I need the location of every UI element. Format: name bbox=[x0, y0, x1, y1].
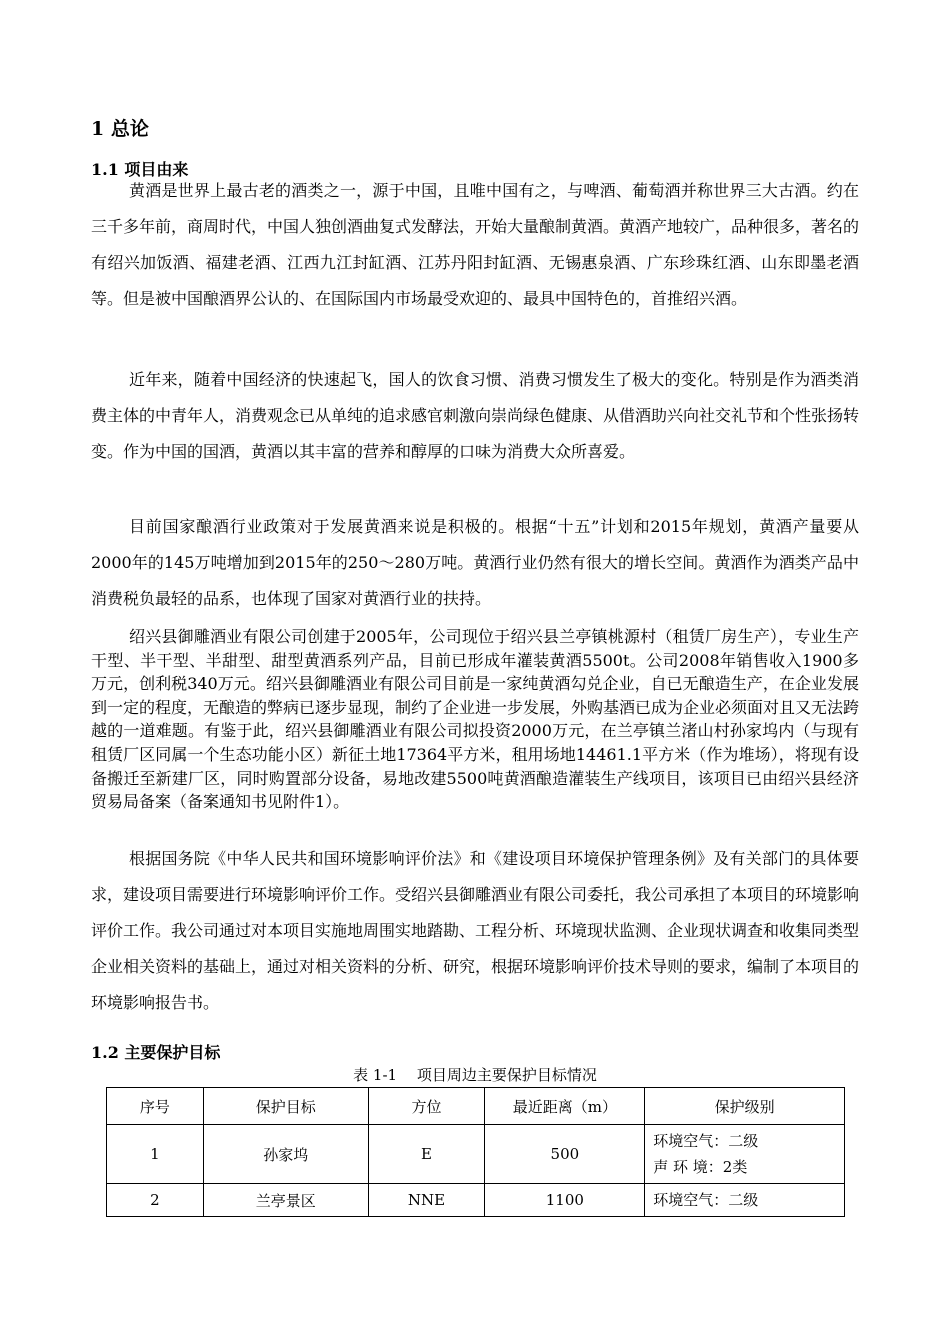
table-caption: 表 1-1 项目周边主要保护目标情况 bbox=[353, 1066, 597, 1084]
header-distance: 最近距离（m） bbox=[485, 1088, 645, 1125]
protection-targets-table bbox=[106, 1087, 845, 1217]
cell-no: 2 bbox=[107, 1184, 204, 1217]
chapter-heading: 1 总论 bbox=[91, 118, 149, 140]
level-noise: 声 环 境：2类 bbox=[653, 1158, 748, 1176]
cell-level bbox=[645, 1125, 845, 1184]
header-target: 保护目标 bbox=[203, 1088, 368, 1125]
paragraph-origin-3: 目前国家酿酒行业政策对于发展黄酒来说是积极的。根据“十五”计划和2015年规划，黄酒产量要从2000年的145万吨增加到2015年的250～280万吨。黄酒行业仍然有很大的增长空间。黄酒作为酒类产品中消费税负最轻的品系，也体现了国家对黄酒行业的扶持。 bbox=[91, 517, 859, 608]
table-header-row bbox=[107, 1088, 845, 1125]
cell-no: 1 bbox=[107, 1125, 204, 1184]
paragraph-company: 绍兴县御雕酒业有限公司创建于2005年，公司现位于绍兴县兰亭镇桃源村（租赁厂房生产），专业生产干型、半干型、半甜型、甜型黄酒系列产品，目前已形成年灌装黄酒5500t。公司2008年销售收入1900多万元，创利税340万元。绍兴县御雕酒业有限公司目前是一家纯黄酒勾兑企业，自已无酿造生产，在企业发展到一定的程度，无酿造的弊病已逐步显现，制约了企业进一步发展，外购基酒已成为企业必须面对且又无法跨越的一道难题。有鉴于此，绍兴县御雕酒业有限公司拟投资2000万元，在兰亭镇兰渚山村孙家坞内（与现有租赁厂区同属一个生态功能小区）新征土地17364平方米，租用场地14461.1平方米（作为堆场），将现有设备搬迁至新建厂区，同时购置部分设备，易地改建5500吨黄酒酿造灌装生产线项目，该项目已由绍兴县经济贸易局备案（备案通知书见附件1）。 bbox=[91, 627, 860, 812]
paragraph-origin-1: 黄酒是世界上最古老的酒类之一，源于中国，且唯中国有之，与啤酒、葡萄酒并称世界三大古酒。约在三千多年前，商周时代，中国人独创酒曲复式发酵法，开始大量酿制黄酒。黄酒产地较广，品种很多，著名的有绍兴加饭酒、福建老酒、江西九江封缸酒、江苏丹阳封缸酒、无锡惠泉酒、广东珍珠红酒、山东即墨老酒等。但是被中国酿酒界公认的、在国际国内市场最受欢迎的、最具中国特色的，首推绍兴酒。 bbox=[91, 181, 860, 308]
header-direction: 方位 bbox=[368, 1088, 485, 1125]
level-air: 环境空气：二级 bbox=[653, 1132, 759, 1150]
level-air: 环境空气：二级 bbox=[653, 1191, 759, 1209]
table-row bbox=[107, 1184, 845, 1217]
paragraph-assessment: 根据国务院《中华人民共和国环境影响评价法》和《建设项目环境保护管理条例》及有关部门的具体要求，建设项目需要进行环境影响评价工作。受绍兴县御雕酒业有限公司委托，我公司承担了本项目的环境影响评价工作。我公司通过对本项目实施地周围实地踏勘、工程分析、环境现状监测、企业现状调查和收集同类型企业相关资料的基础上，通过对相关资料的分析、研究，根据环境影响评价技术导则的要求，编制了本项目的环境影响报告书。 bbox=[91, 849, 860, 1012]
cell-level bbox=[645, 1184, 845, 1217]
section-heading-1-1: 1.1 项目由来 bbox=[91, 160, 189, 179]
table-row bbox=[107, 1125, 845, 1184]
section-heading-1-2: 1.2 主要保护目标 bbox=[91, 1043, 221, 1062]
cell-target: 孙家坞 bbox=[203, 1125, 368, 1184]
header-level: 保护级别 bbox=[645, 1088, 845, 1125]
cell-target: 兰亭景区 bbox=[203, 1184, 368, 1217]
cell-direction: E bbox=[368, 1125, 485, 1184]
cell-distance: 1100 bbox=[485, 1184, 645, 1217]
paragraph-origin-2: 近年来，随着中国经济的快速起飞，国人的饮食习惯、消费习惯发生了极大的变化。特别是作为酒类消费主体的中青年人，消费观念已从单纯的追求感官刺激向崇尚绿色健康、从借酒助兴向社交礼节和个性张扬转变。作为中国的国酒，黄酒以其丰富的营养和醇厚的口味为消费大众所喜爱。 bbox=[91, 370, 860, 461]
cell-distance: 500 bbox=[485, 1125, 645, 1184]
cell-direction: NNE bbox=[368, 1184, 485, 1217]
header-no: 序号 bbox=[107, 1088, 204, 1125]
